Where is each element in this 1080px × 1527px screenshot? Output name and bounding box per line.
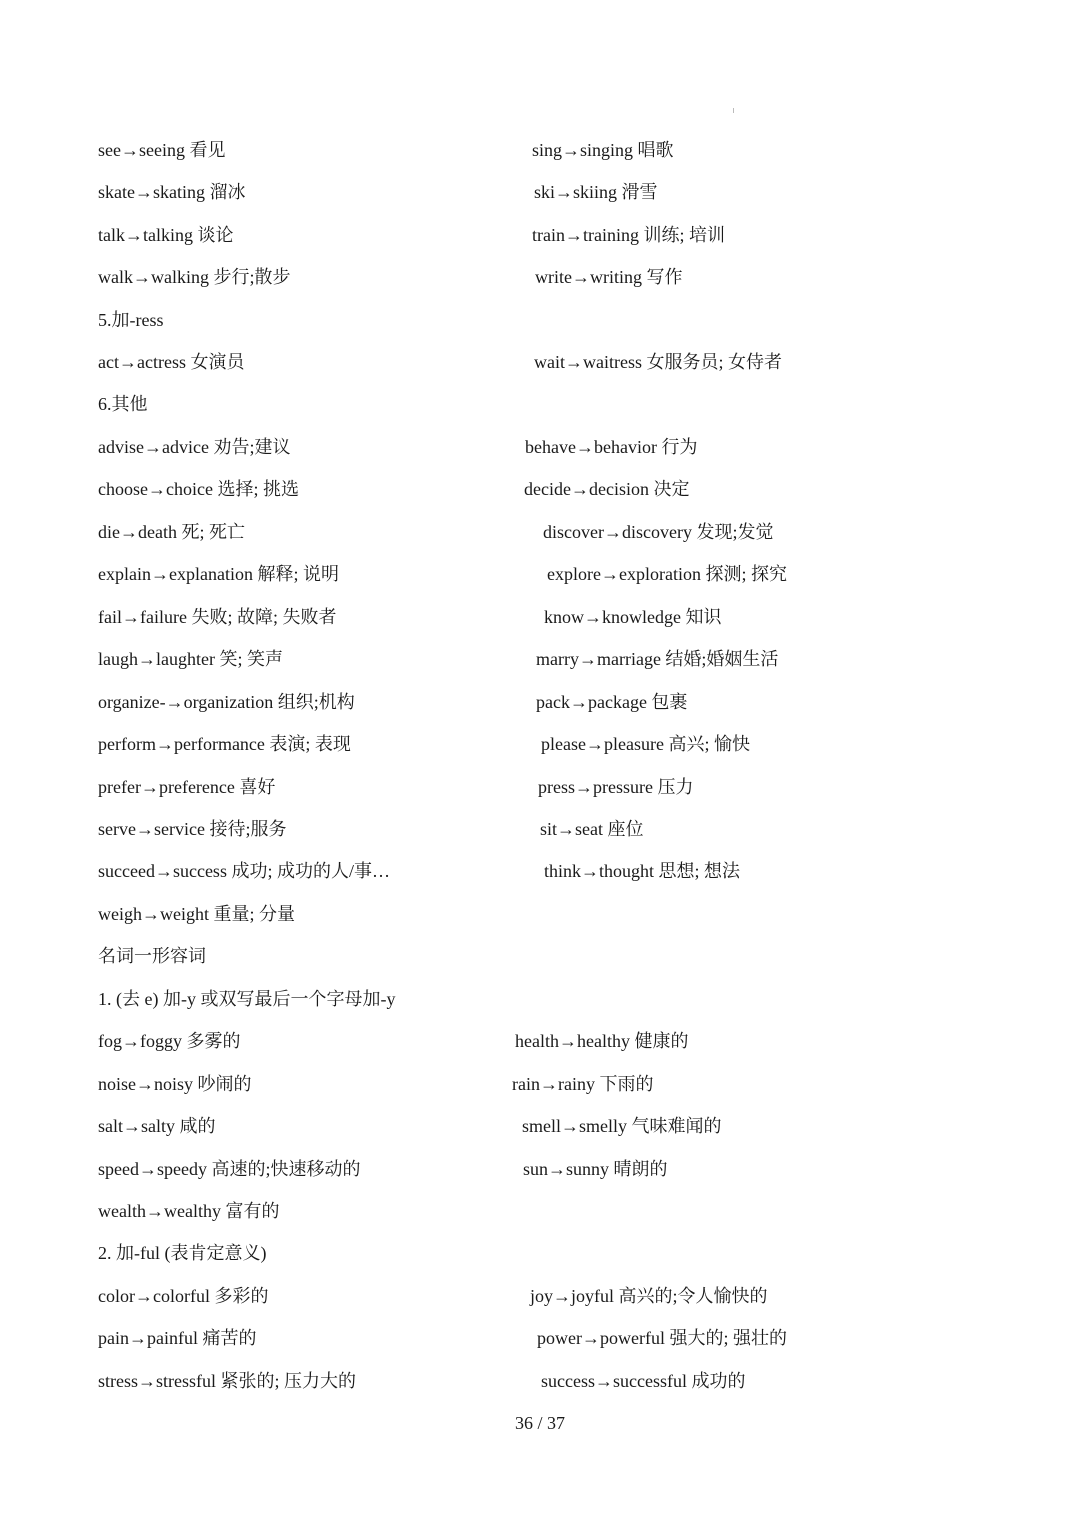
word-row (98, 856, 998, 886)
word-right: discover→discovery 发现;发觉 (543, 522, 774, 542)
word-left: color→colorful 多彩的 (98, 1286, 269, 1306)
word-right: sit→seat 座位 (540, 819, 644, 839)
word-left: pain→painful 痛苦的 (98, 1328, 257, 1348)
word-right: write→writing 写作 (535, 267, 683, 287)
word-right: wait→waitress 女服务员; 女侍者 (534, 352, 782, 372)
word-row (98, 1026, 998, 1056)
word-right: train→training 训练; 培训 (532, 225, 725, 245)
word-row (98, 135, 998, 165)
word-left: serve→service 接待;服务 (98, 819, 287, 839)
word-right: pack→package 包裹 (536, 692, 688, 712)
word-right: power→powerful 强大的; 强壮的 (537, 1328, 787, 1348)
word-right: rain→rainy 下雨的 (512, 1074, 654, 1094)
word-right: explore→exploration 探测; 探究 (547, 564, 787, 584)
word-row (98, 559, 998, 589)
section-heading: 1. (去 e) 加-y 或双写最后一个字母加-y (98, 989, 396, 1009)
word-row (98, 772, 998, 802)
word-left: choose→choice 选择; 挑选 (98, 479, 299, 499)
word-right: decide→decision 决定 (524, 479, 690, 499)
word-row (98, 474, 998, 504)
word-row (98, 432, 998, 462)
word-left: perform→performance 表演; 表现 (98, 734, 351, 754)
word-right: marry→marriage 结婚;婚姻生活 (536, 649, 779, 669)
word-right: smell→smelly 气味难闻的 (522, 1116, 722, 1136)
word-right: health→healthy 健康的 (515, 1031, 689, 1051)
word-right: sing→singing 唱歌 (532, 140, 674, 160)
word-left: wealth→wealthy 富有的 (98, 1201, 280, 1221)
word-row (98, 602, 998, 632)
word-row (98, 517, 998, 547)
word-row (98, 1281, 998, 1311)
word-left: salt→salty 咸的 (98, 1116, 216, 1136)
word-row (98, 1069, 998, 1099)
word-left: advise→advice 劝告;建议 (98, 437, 291, 457)
word-left: fail→failure 失败; 故障; 失败者 (98, 607, 337, 627)
section-heading: 名词一形容词 (98, 946, 206, 966)
word-right: behave→behavior 行为 (525, 437, 698, 457)
word-right: know→knowledge 知识 (544, 607, 722, 627)
scan-mark (733, 108, 734, 113)
section-heading: 5.加-ress (98, 310, 164, 330)
word-left: fog→foggy 多雾的 (98, 1031, 241, 1051)
section-heading: 2. 加-ful (表肯定意义) (98, 1243, 267, 1263)
word-right: press→pressure 压力 (538, 777, 694, 797)
word-left: talk→talking 谈论 (98, 225, 234, 245)
word-row (98, 262, 998, 292)
word-row (98, 347, 998, 377)
word-row (98, 814, 998, 844)
word-left: weigh→weight 重量; 分量 (98, 904, 295, 924)
word-left: succeed→success 成功; 成功的人/事… (98, 861, 390, 881)
word-right: think→thought 思想; 想法 (544, 861, 741, 881)
word-row (98, 687, 998, 717)
word-right: joy→joyful 高兴的;令人愉快的 (530, 1286, 768, 1306)
word-row (98, 644, 998, 674)
word-left: explain→explanation 解释; 说明 (98, 564, 339, 584)
word-right: please→pleasure 高兴; 愉快 (541, 734, 750, 754)
word-row (98, 1366, 998, 1396)
word-right: sun→sunny 晴朗的 (523, 1159, 668, 1179)
word-row (98, 1323, 998, 1353)
word-left: noise→noisy 吵闹的 (98, 1074, 252, 1094)
word-row (98, 220, 998, 250)
word-left: laugh→laughter 笑; 笑声 (98, 649, 283, 669)
word-row (98, 1154, 998, 1184)
word-right: success→successful 成功的 (541, 1371, 746, 1391)
word-row (98, 177, 998, 207)
word-left: stress→stressful 紧张的; 压力大的 (98, 1371, 356, 1391)
word-row (98, 1111, 998, 1141)
word-left: walk→walking 步行;散步 (98, 267, 291, 287)
word-row (98, 729, 998, 759)
word-left: act→actress 女演员 (98, 352, 245, 372)
word-left: die→death 死; 死亡 (98, 522, 245, 542)
page-number: 36 / 37 (514, 1413, 565, 1433)
word-left: organize-→organization 组织;机构 (98, 692, 355, 712)
section-heading: 6.其他 (98, 394, 148, 414)
word-left: prefer→preference 喜好 (98, 777, 276, 797)
word-row (98, 899, 998, 929)
word-left: see→seeing 看见 (98, 140, 226, 160)
word-row (98, 1196, 998, 1226)
word-right: ski→skiing 滑雪 (534, 182, 658, 202)
word-left: skate→skating 溜冰 (98, 182, 246, 202)
word-left: speed→speedy 高速的;快速移动的 (98, 1159, 361, 1179)
